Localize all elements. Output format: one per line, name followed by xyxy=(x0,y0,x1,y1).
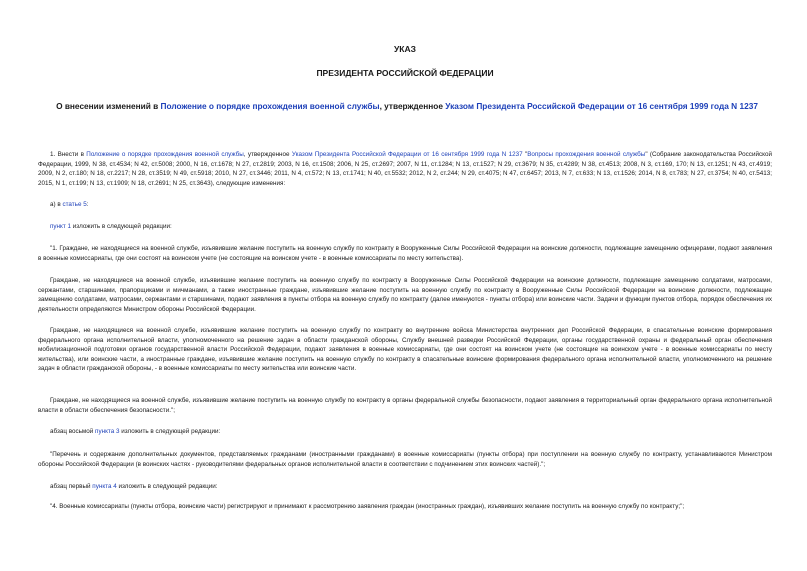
decree-subtitle xyxy=(42,100,772,112)
paragraph-text: , утвержденное xyxy=(243,151,292,158)
paragraph-text: : xyxy=(86,201,89,208)
paragraph-text: изложить в следующей редакции: xyxy=(116,483,218,490)
paragraph-a xyxy=(38,200,772,210)
quote-paragraph-5: "Перечень и содержание дополнительных документов, представляемых гражданами (иностранными гражданами) в военные комиссариаты (пункты отбора) при поступлении на военную службу по контракту, устанавливаются Министром обороны Российской Федерации (в воинских частях - руководителями федеральных органов исполнительной власти в соответствии с подчинением этих воинских частей)."; xyxy=(38,451,772,468)
paragraph-text: абзац первый xyxy=(50,483,93,490)
paragraph-text: абзац восьмой xyxy=(50,428,96,435)
link-military-service-questions[interactable]: Вопросы прохождения военной службы xyxy=(527,151,646,158)
quote-paragraph-1: "1. Граждане, не находящиеся на военной службе, изъявившие желание поступить на военную службу по контракту в Вооруженные Силы Российской Федерации на воинские должности, подлежащие замещению офицерами, подают заявления в военные комиссариаты, где они состоят на воинском учете (не состоящие на воинском учете - в военные комиссариаты по месту жительства). xyxy=(38,245,772,262)
paragraph-text: а) в xyxy=(50,201,63,208)
subtitle-text: , утвержденное xyxy=(379,101,446,111)
paragraph-text: 1. Внести в xyxy=(50,151,87,158)
paragraph-point-1 xyxy=(38,222,772,232)
paragraph-text: " xyxy=(522,151,528,158)
link-article-5[interactable]: статье 5 xyxy=(62,201,87,208)
paragraph-1 xyxy=(38,150,772,188)
paragraph-text: изложить в следующей редакции: xyxy=(119,428,221,435)
link-point-3[interactable]: пункта 3 xyxy=(95,428,120,435)
link-regulation[interactable]: Положение о порядке прохождения военной службы xyxy=(86,151,244,158)
paragraph-point-3 xyxy=(38,427,772,437)
paragraph-point-4 xyxy=(38,482,772,492)
link-point-1[interactable]: пункт 1 xyxy=(50,223,71,230)
link-point-4[interactable]: пункта 4 xyxy=(92,483,117,490)
subtitle-link-regulation[interactable]: Положение о порядке прохождения военной службы xyxy=(160,101,380,111)
quote-paragraph-6: "4. Военные комиссариаты (пункты отбора, воинские части) регистрируют и принимают к рассмотрению заявления граждан (иностранных граждан), изъявивших желание поступить на военную службу по контракту;"; xyxy=(50,503,685,510)
link-decree[interactable]: Указом Президента Российской Федерации от 16 сентября 1999 года N 1237 xyxy=(291,151,523,158)
subtitle-text: О внесении изменений в xyxy=(56,101,161,111)
subtitle-link-decree[interactable]: Указом Президента Российской Федерации от 16 сентября 1999 года N 1237 xyxy=(445,101,758,111)
decree-issuer: ПРЕЗИДЕНТА РОССИЙСКОЙ ФЕДЕРАЦИИ xyxy=(316,68,494,78)
paragraph-text: " (Собрание законодательства Российской Федерации, 1999, N 38, ст.4534; N 42, ст.5008; 2000, N 16, ст.1678; N 27, ст.2819; 2003, N 16, ст.1508; 2006, N 25, ст.2697; 2007, N 11, ст.1284; N 13, ст.1527; N 29, ст.3679; N 35, ст.4289; N 38, ст.4513; 2008, N 3, ст.169, 170; N 13, ст.1251; N 43, ст.4919; 2009, N 2, ст.180; N 18, ст.2217; N 28, ст.3519; N 49, ст.5918; 2010, N 27, ст.3446; 2011, N 4, ст.572; N 13, ст.1741; N 40, ст.5532; 2012, N 2, ст.244; N 29, ст.4075; N 47, ст.6457; 2013, N 7, ст.633; N 13, ст.1526; 2014, N 8, ст.783; N 27, ст.3754; N 40, ст.5413; 2015, N 1, ст.199; N 13, ст.1909; N 18, ст.2691; N 25, ст.3643), следующие изменения: xyxy=(38,151,772,187)
quote-paragraph-2: Граждане, не находящиеся на военной службе, изъявившие желание поступить на военную службу по контракту в Вооруженные Силы Российской Федерации на воинские должности, подлежащие замещению солдатами, матросами, сержантами, старшинами, прапорщиками и мичманами, а также иностранные граждане, изъявившие желание поступить на военную службу по контракту в Вооруженные Силы Российской Федерации на воинские должности, подлежащие замещению солдатами, матросами, сержантами и старшинами, подают заявления в пункты отбора на военную службу по контракту (далее именуются - пункты отбора) или воинские части. Задачи и функции пунктов отбора, порядок обеспечения их деятельности определяются Министром обороны Российской Федерации. xyxy=(38,277,772,313)
paragraph-text: изложить в следующей редакции: xyxy=(71,223,172,230)
quote-paragraph-3: Граждане, не находящиеся на военной службе, изъявившие желание поступить на военную службу по контракту во внутренние войска Министерства внутренних дел Российской Федерации, в спасательные воинские формирования федерального органа исполнительной власти, уполномоченного на решение задач в области гражданской обороны, Службу внешней разведки Российской Федерации, органы государственной охраны и федеральный орган обеспечения мобилизационной подготовки органов государственной власти Российской Федерации, подают заявления в военные комиссариаты, где они состоят на воинском учете (не состоящие на воинском учете - в военные комиссариаты по месту жительства), или воинские части, а иностранные граждане, изъявившие желание поступить на военную службу по контракту в спасательные воинские формирования федерального органа исполнительной власти, уполномоченного на решение задач в области гражданской обороны, - в военные комиссариаты по месту жительства или воинские части. xyxy=(38,327,772,373)
quote-paragraph-4: Граждане, не находящиеся на военной службе, изъявившие желание поступить на военную службу по контракту в органы федеральной службы безопасности, подают заявления в территориальный орган федерального органа исполнительной власти в области обеспечения безопасности."; xyxy=(38,397,772,414)
decree-title: УКАЗ xyxy=(394,44,416,54)
